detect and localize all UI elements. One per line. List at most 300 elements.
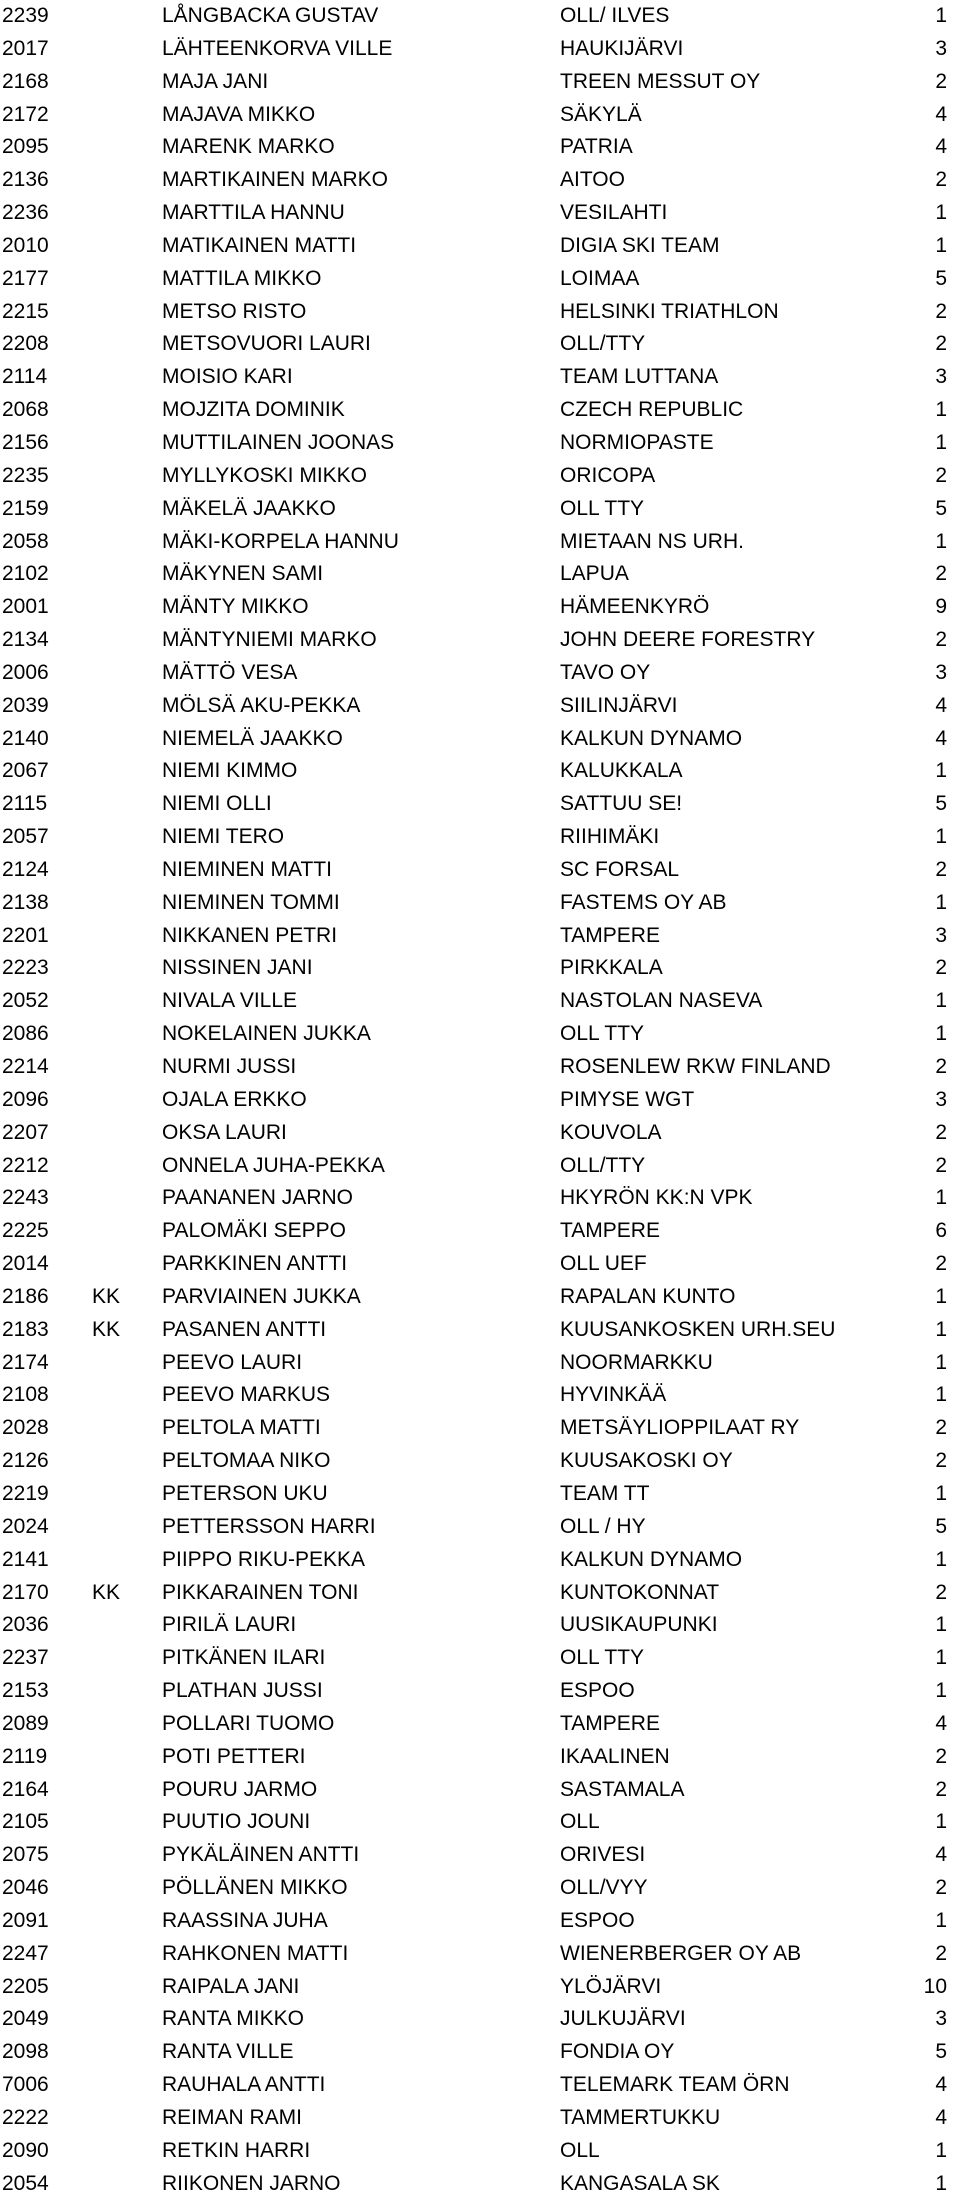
club-name: RAPALAN KUNTO <box>560 1284 736 1308</box>
participant-name: PAANANEN JARNO <box>162 1186 353 1210</box>
club-name: ESPOO <box>560 1908 635 1932</box>
list-row <box>0 1281 960 1314</box>
participant-name: PELTOLA MATTI <box>162 1416 321 1440</box>
list-row <box>0 1642 960 1675</box>
list-row <box>0 591 960 624</box>
participation-count: 2 <box>935 1153 947 1177</box>
list-row <box>0 755 960 788</box>
list-row <box>0 526 960 559</box>
club-name: NASTOLAN NASEVA <box>560 989 763 1013</box>
bib-number: 2214 <box>2 1055 49 1078</box>
participation-count: 2 <box>935 628 947 652</box>
participant-name: RAUHALA ANTTI <box>162 2073 326 2097</box>
list-row <box>0 131 960 164</box>
bib-number: 2058 <box>2 529 49 553</box>
bib-number: 2010 <box>2 233 49 257</box>
bib-number: 2124 <box>2 857 49 881</box>
list-row <box>0 1084 960 1117</box>
bib-number: 2207 <box>2 1120 49 1144</box>
bib-number: 2168 <box>2 69 49 93</box>
list-row <box>0 296 960 329</box>
bib-number: 2126 <box>2 1449 49 1473</box>
participant-name: PITKÄNEN ILARI <box>162 1646 326 1670</box>
participant-name: RIIKONEN JARNO <box>162 2171 341 2195</box>
club-name: SC FORSAL <box>560 857 680 881</box>
club-name: OLL / HY <box>560 1514 646 1538</box>
participation-count: 2 <box>935 1416 947 1440</box>
participation-count: 1 <box>935 529 947 553</box>
bib-number: 2138 <box>2 890 49 914</box>
participant-name: LÅNGBACKA GUSTAV <box>162 4 379 27</box>
list-row <box>0 887 960 920</box>
club-name: TAMMERTUKKU <box>560 2106 721 2129</box>
club-name: WIENERBERGER OY AB <box>560 1941 802 1965</box>
participant-name: MUTTILAINEN JOONAS <box>162 430 395 454</box>
list-row <box>0 2102 960 2135</box>
bib-number: 2114 <box>2 365 48 389</box>
participant-name: NIVALA VILLE <box>162 989 298 1013</box>
participant-name: NIEMELÄ JAAKKO <box>162 726 343 750</box>
list-row <box>0 723 960 756</box>
list-row <box>0 1774 960 1807</box>
participant-name: RAIPALA JANI <box>162 1974 300 1998</box>
participation-count: 1 <box>935 1186 947 1210</box>
list-row <box>0 2036 960 2069</box>
list-row <box>0 1544 960 1577</box>
participant-name: MARTTILA HANNU <box>162 201 345 225</box>
participation-count: 1 <box>935 1022 947 1046</box>
participation-count: 1 <box>935 1646 947 1670</box>
participant-name: LÄHTEENKORVA VILLE <box>162 36 393 60</box>
club-name: SÄKYLÄ <box>560 102 642 126</box>
club-name: KANGASALA SK <box>560 2171 720 2195</box>
participant-name: METSOVUORI LAURI <box>162 332 371 356</box>
bib-number: 2236 <box>2 201 49 225</box>
bib-number: 2017 <box>2 36 49 60</box>
bib-number: 2075 <box>2 1843 49 1867</box>
bib-number: 2105 <box>2 1810 49 1834</box>
participant-name: REIMAN RAMI <box>162 2106 303 2129</box>
list-row <box>0 624 960 657</box>
list-row <box>0 1248 960 1281</box>
club-name: OLL/TTY <box>560 1153 646 1177</box>
club-name: ORIVESI <box>560 1843 646 1867</box>
participant-name: PIKKARAINEN TONI <box>162 1580 359 1604</box>
participation-count: 3 <box>935 2007 947 2031</box>
club-name: MIETAAN NS URH. <box>560 529 744 553</box>
bib-number: 2237 <box>2 1646 49 1670</box>
club-name: CZECH REPUBLIC <box>560 398 744 422</box>
participant-name: PARKKINEN ANTTI <box>162 1252 348 1276</box>
participation-count: 1 <box>935 430 947 454</box>
bib-number: 2096 <box>2 1087 49 1111</box>
bib-number: 2186 <box>2 1284 49 1308</box>
list-row <box>0 2003 960 2036</box>
bib-number: 2219 <box>2 1481 49 1505</box>
participation-count: 4 <box>935 135 947 159</box>
list-row <box>0 164 960 197</box>
list-row <box>0 1347 960 1380</box>
bib-number: 2028 <box>2 1416 49 1440</box>
participant-name: NIKKANEN PETRI <box>162 923 338 947</box>
list-row <box>0 1117 960 1150</box>
club-name: KALKUN DYNAMO <box>560 726 743 750</box>
list-row <box>0 1741 960 1774</box>
bib-number: 2247 <box>2 1941 49 1965</box>
club-name: VESILAHTI <box>560 201 668 225</box>
participation-count: 2 <box>935 1876 947 1900</box>
list-row <box>0 230 960 263</box>
participant-name: RAASSINA JUHA <box>162 1908 328 1932</box>
club-name: HKYRÖN KK:N VPK <box>560 1186 753 1210</box>
bib-number: 2049 <box>2 2007 49 2031</box>
list-row <box>0 460 960 493</box>
participation-count: 2 <box>935 463 947 487</box>
participant-name: RAHKONEN MATTI <box>162 1941 349 1965</box>
list-row <box>0 1577 960 1610</box>
bib-number: 2014 <box>2 1252 49 1276</box>
participant-name: PIIPPO RIKU-PEKKA <box>162 1547 366 1571</box>
club-name: SASTAMALA <box>560 1777 685 1801</box>
list-row <box>0 493 960 526</box>
participation-count: 1 <box>935 989 947 1013</box>
club-name: METSÄYLIOPPILAAT RY <box>560 1416 800 1440</box>
club-name: TEAM TT <box>560 1481 650 1505</box>
participation-count: 3 <box>935 36 947 60</box>
participant-name: MÄKELÄ JAAKKO <box>162 496 336 520</box>
participation-count: 2 <box>935 1055 947 1078</box>
participant-name: PLATHAN JUSSI <box>162 1679 323 1703</box>
participant-name: POLLARI TUOMO <box>162 1711 335 1735</box>
participation-count: 1 <box>935 201 947 225</box>
bib-number: 2001 <box>2 595 49 619</box>
list-row <box>0 99 960 132</box>
participation-count: 1 <box>935 1613 947 1637</box>
list-row <box>0 2069 960 2102</box>
list-row <box>0 1806 960 1839</box>
participant-name: NIEMINEN TOMMI <box>162 890 340 914</box>
participation-count: 1 <box>935 1547 947 1571</box>
participation-count: 1 <box>935 1317 947 1341</box>
participant-name: RANTA MIKKO <box>162 2007 304 2031</box>
club-name: SIILINJÄRVI <box>560 693 678 717</box>
bib-number: 2156 <box>2 430 49 454</box>
participation-count: 4 <box>935 1843 947 1867</box>
bib-number: 2164 <box>2 1777 49 1801</box>
club-name: FASTEMS OY AB <box>560 890 727 914</box>
participant-name: PUUTIO JOUNI <box>162 1810 311 1834</box>
club-name: ESPOO <box>560 1679 635 1703</box>
category-tag: KK <box>92 1317 121 1341</box>
club-name: OLL TTY <box>560 1022 645 1046</box>
participation-count: 2 <box>935 1744 947 1768</box>
participation-count: 2 <box>935 1449 947 1473</box>
participant-name: POURU JARMO <box>162 1777 318 1801</box>
list-row <box>0 328 960 361</box>
participation-count: 1 <box>935 1679 947 1703</box>
bib-number: 2115 <box>2 792 48 816</box>
category-tag: KK <box>92 1580 121 1604</box>
participation-count: 1 <box>935 1383 947 1407</box>
list-row <box>0 263 960 296</box>
participant-name: NIEMI TERO <box>162 825 285 849</box>
participation-count: 1 <box>935 759 947 783</box>
club-name: HAUKIJÄRVI <box>560 36 684 60</box>
club-name: PATRIA <box>560 135 633 159</box>
bib-number: 2006 <box>2 660 49 684</box>
club-name: OLL/ ILVES <box>560 4 670 27</box>
participation-count: 1 <box>935 4 947 27</box>
bib-number: 2170 <box>2 1580 49 1604</box>
participation-count: 2 <box>935 299 947 323</box>
list-row <box>0 1150 960 1183</box>
list-row <box>0 558 960 591</box>
list-row <box>0 2135 960 2168</box>
participant-name: ONNELA JUHA-PEKKA <box>162 1153 385 1177</box>
participant-name: OJALA ERKKO <box>162 1087 307 1111</box>
participation-count: 1 <box>935 2138 947 2162</box>
bib-number: 2086 <box>2 1022 49 1046</box>
bib-number: 2159 <box>2 496 49 520</box>
participant-name: PETERSON UKU <box>162 1481 328 1505</box>
list-row <box>0 657 960 690</box>
bib-number: 2068 <box>2 398 49 422</box>
club-name: TAMPERE <box>560 1711 660 1735</box>
bib-number: 2024 <box>2 1514 49 1538</box>
list-row <box>0 1412 960 1445</box>
participation-count: 3 <box>935 660 947 684</box>
participant-name: PETTERSSON HARRI <box>162 1514 376 1538</box>
participation-count: 3 <box>935 923 947 947</box>
club-name: FONDIA OY <box>560 2040 675 2064</box>
bib-number: 2140 <box>2 726 49 750</box>
participant-name: MYLLYKOSKI MIKKO <box>162 463 368 487</box>
club-name: TAVO OY <box>560 660 651 684</box>
participation-count: 2 <box>935 1580 947 1604</box>
club-name: UUSIKAUPUNKI <box>560 1613 718 1637</box>
participant-name: MÄNTY MIKKO <box>162 595 309 619</box>
bib-number: 2141 <box>2 1547 49 1571</box>
participation-count: 1 <box>935 1810 947 1834</box>
list-row <box>0 427 960 460</box>
bib-number: 2067 <box>2 759 49 783</box>
participant-name: NIEMI KIMMO <box>162 759 298 783</box>
participant-name: PÖLLÄNEN MIKKO <box>162 1876 348 1900</box>
participant-name: MAJAVA MIKKO <box>162 102 316 126</box>
participant-name: PELTOMAA NIKO <box>162 1449 331 1473</box>
club-name: NORMIOPASTE <box>560 430 714 454</box>
club-name: IKAALINEN <box>560 1744 670 1768</box>
club-name: TAMPERE <box>560 1219 660 1243</box>
list-row <box>0 854 960 887</box>
club-name: KALKUN DYNAMO <box>560 1547 743 1571</box>
bib-number: 2174 <box>2 1350 49 1374</box>
participant-name: MÄTTÖ VESA <box>162 660 298 684</box>
participation-count: 2 <box>935 69 947 93</box>
list-row <box>0 985 960 1018</box>
participation-count: 3 <box>935 1087 947 1111</box>
participation-count: 6 <box>935 1219 947 1243</box>
list-row <box>0 1938 960 1971</box>
participation-count: 5 <box>935 496 947 520</box>
club-name: TREEN MESSUT OY <box>560 69 761 93</box>
participation-count: 2 <box>935 168 947 192</box>
bib-number: 2172 <box>2 102 49 126</box>
list-row <box>0 361 960 394</box>
list-row <box>0 1839 960 1872</box>
club-name: ROSENLEW RKW FINLAND <box>560 1055 831 1078</box>
participant-name: NURMI JUSSI <box>162 1055 297 1078</box>
participation-count: 5 <box>935 2040 947 2064</box>
bib-number: 2153 <box>2 1679 49 1703</box>
club-name: HELSINKI TRIATHLON <box>560 299 779 323</box>
club-name: TAMPERE <box>560 923 660 947</box>
participation-count: 3 <box>935 365 947 389</box>
list-row <box>0 1675 960 1708</box>
list-row <box>0 1708 960 1741</box>
participation-count: 1 <box>935 1481 947 1505</box>
participation-count: 4 <box>935 102 947 126</box>
club-name: OLL TTY <box>560 1646 645 1670</box>
participant-name: MÄNTYNIEMI MARKO <box>162 628 377 652</box>
list-row <box>0 788 960 821</box>
bib-number: 2119 <box>2 1744 48 1768</box>
bib-number: 2223 <box>2 956 49 980</box>
list-row <box>0 394 960 427</box>
club-name: PIRKKALA <box>560 956 663 980</box>
club-name: JOHN DEERE FORESTRY <box>560 628 816 652</box>
bib-number: 2039 <box>2 693 49 717</box>
participation-count: 4 <box>935 726 947 750</box>
list-row <box>0 2168 960 2201</box>
club-name: NOORMARKKU <box>560 1350 713 1374</box>
participation-count: 2 <box>935 562 947 586</box>
category-tag: KK <box>92 1284 121 1308</box>
club-name: RIIHIMÄKI <box>560 825 660 849</box>
participant-name: NIEMI OLLI <box>162 792 272 816</box>
club-name: KUNTOKONNAT <box>560 1580 720 1604</box>
club-name: OLL/VYY <box>560 1876 648 1900</box>
list-row <box>0 1051 960 1084</box>
bib-number: 2222 <box>2 2106 49 2129</box>
club-name: KUUSAKOSKI OY <box>560 1449 733 1473</box>
list-row <box>0 1215 960 1248</box>
bib-number: 2098 <box>2 2040 49 2064</box>
participation-count: 1 <box>935 1284 947 1308</box>
club-name: JULKUJÄRVI <box>560 2007 686 2031</box>
bib-number: 2108 <box>2 1383 49 1407</box>
participant-name: PARVIAINEN JUKKA <box>162 1284 361 1308</box>
club-name: DIGIA SKI TEAM <box>560 233 720 257</box>
bib-number: 2054 <box>2 2171 49 2195</box>
bib-number: 2046 <box>2 1876 49 1900</box>
bib-number: 2102 <box>2 562 49 586</box>
club-name: OLL UEF <box>560 1252 647 1276</box>
list-row <box>0 1478 960 1511</box>
bib-number: 2089 <box>2 1711 49 1735</box>
club-name: OLL TTY <box>560 496 645 520</box>
bib-number: 2183 <box>2 1317 49 1341</box>
participant-name: PEEVO LAURI <box>162 1350 303 1374</box>
list-row <box>0 690 960 723</box>
participant-name: NISSINEN JANI <box>162 956 313 980</box>
participant-name: MATTILA MIKKO <box>162 266 322 290</box>
list-row <box>0 952 960 985</box>
list-row <box>0 1445 960 1478</box>
participant-name: MARTIKAINEN MARKO <box>162 168 388 192</box>
bib-number: 7006 <box>2 2073 49 2097</box>
participant-name: MAJA JANI <box>162 69 269 93</box>
participant-name: POTI PETTERI <box>162 1744 306 1768</box>
participation-count: 1 <box>935 1350 947 1374</box>
participant-name: MÄKI-KORPELA HANNU <box>162 529 399 553</box>
participant-name: METSO RISTO <box>162 299 307 323</box>
bib-number: 2205 <box>2 1974 49 1998</box>
bib-number: 2235 <box>2 463 49 487</box>
participant-name: PALOMÄKI SEPPO <box>162 1219 347 1243</box>
club-name: ORICOPA <box>560 463 656 487</box>
club-name: KUUSANKOSKEN URH.SEU <box>560 1317 836 1341</box>
list-row <box>0 1905 960 1938</box>
list-row <box>0 821 960 854</box>
participant-name: MÖLSÄ AKU-PEKKA <box>162 693 361 717</box>
club-name: TEAM LUTTANA <box>560 365 719 389</box>
participation-count: 4 <box>935 2073 947 2097</box>
list-row <box>0 33 960 66</box>
bib-number: 2177 <box>2 266 49 290</box>
participation-count: 1 <box>935 825 947 849</box>
participant-name: MARENK MARKO <box>162 135 335 159</box>
participant-name: RANTA VILLE <box>162 2040 294 2064</box>
bib-number: 2052 <box>2 989 49 1013</box>
bib-number: 2212 <box>2 1153 49 1177</box>
participation-count: 10 <box>923 1974 947 1998</box>
list-row <box>0 1872 960 1905</box>
club-name: KALUKKALA <box>560 759 683 783</box>
participant-name: MÄKYNEN SAMI <box>162 562 324 586</box>
participation-count: 9 <box>935 595 947 619</box>
club-name: PIMYSE WGT <box>560 1087 695 1111</box>
bib-number: 2134 <box>2 628 49 652</box>
club-name: HÄMEENKYRÖ <box>560 595 710 619</box>
list-row <box>0 920 960 953</box>
list-row <box>0 1314 960 1347</box>
participation-count: 1 <box>935 890 947 914</box>
list-row <box>0 1018 960 1051</box>
participation-count: 1 <box>935 398 947 422</box>
bib-number: 2215 <box>2 299 49 323</box>
participant-name: RETKIN HARRI <box>162 2138 311 2162</box>
bib-number: 2036 <box>2 1613 49 1637</box>
club-name: HYVINKÄÄ <box>560 1383 667 1407</box>
participant-name: MOJZITA DOMINIK <box>162 398 345 422</box>
participant-name: NOKELAINEN JUKKA <box>162 1022 371 1046</box>
list-row <box>0 1971 960 2004</box>
participant-name: MOISIO KARI <box>162 365 293 389</box>
list-row <box>0 66 960 99</box>
participant-name: PEEVO MARKUS <box>162 1383 331 1407</box>
bib-number: 2225 <box>2 1219 49 1243</box>
club-name: OLL/TTY <box>560 332 646 356</box>
participation-count: 1 <box>935 2171 947 2195</box>
bib-number: 2243 <box>2 1186 49 1210</box>
participation-count: 2 <box>935 1777 947 1801</box>
participation-count: 5 <box>935 1514 947 1538</box>
participant-name: PIRILÄ LAURI <box>162 1613 297 1637</box>
club-name: AITOO <box>560 168 625 192</box>
participation-count: 2 <box>935 332 947 356</box>
bib-number: 2057 <box>2 825 49 849</box>
